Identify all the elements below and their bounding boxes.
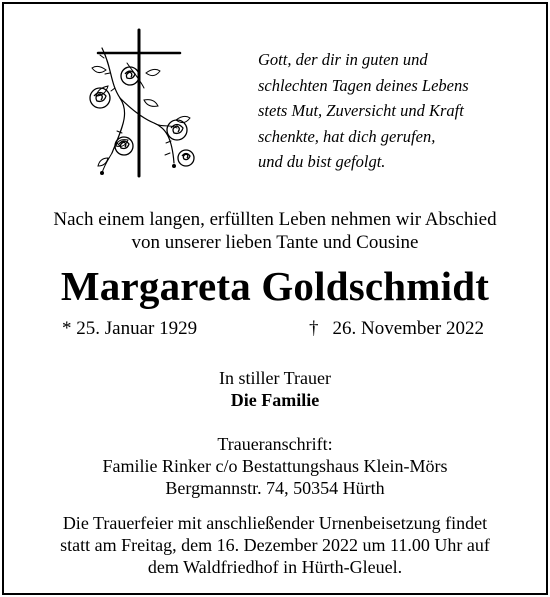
birth-date <box>62 317 197 340</box>
death-date-text: 26. November 2022 <box>332 318 484 339</box>
birth-symbol: * <box>62 318 72 339</box>
mourning-phrase: In stiller Trauer <box>219 368 331 388</box>
death-symbol: † <box>309 318 319 339</box>
deceased-name: Margareta Goldschmidt <box>60 263 490 309</box>
funeral-line: statt am Freitag, dem 16. Dezember 2022 um 11.00 Uhr auf <box>60 535 490 555</box>
poem-line: und du bist gefolgt. <box>258 152 386 171</box>
address-label: Traueranschrift: <box>217 434 333 454</box>
poem-line: Gott, der dir in guten und <box>258 50 428 69</box>
intro-text <box>0 208 550 254</box>
family-signature: Die Familie <box>230 390 320 410</box>
birth-date-text: 25. Januar 1929 <box>76 318 198 339</box>
cross-with-roses-icon <box>82 28 202 178</box>
poem-line: schlechten Tagen deines Lebens <box>258 75 469 95</box>
poem <box>258 47 469 175</box>
intro-line: von unserer lieben Tante und Cousine <box>131 232 419 253</box>
intro-line: Nach einem langen, erfüllten Leben nehmen wir Abschied <box>53 209 497 230</box>
funeral-line: dem Waldfriedhof in Hürth-Gleuel. <box>147 557 403 577</box>
death-date <box>309 317 484 340</box>
funeral-line: Die Trauerfeier mit anschließender Urnenbeisetzung findet <box>62 513 488 533</box>
mourning-address <box>0 433 550 499</box>
funeral-info <box>0 512 550 578</box>
poem-line: stets Mut, Zuversicht und Kraft <box>258 101 464 120</box>
poem-line: schenkte, hat dich gerufen, <box>258 126 436 146</box>
address-line: Bergmannstr. 74, 50354 Hürth <box>165 478 385 498</box>
address-line: Familie Rinker c/o Bestattungshaus Klein-Mörs <box>102 456 448 476</box>
mourning-block <box>0 367 550 411</box>
